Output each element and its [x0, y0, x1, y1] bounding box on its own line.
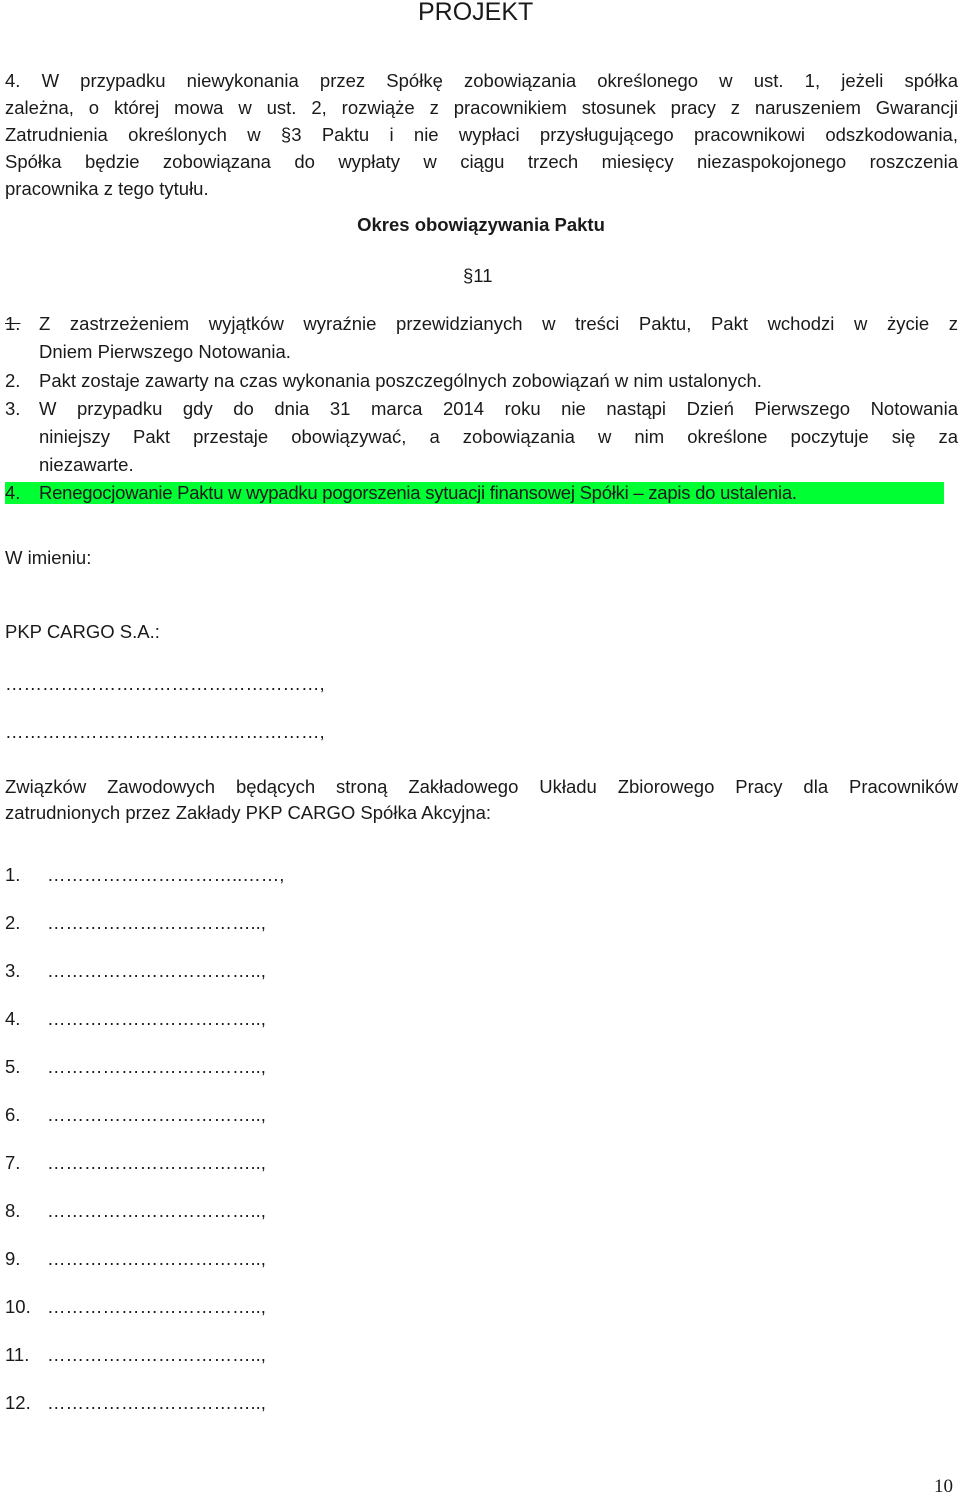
- company-signature-line-2: ……………………………………………,: [5, 721, 325, 742]
- section-heading: Okres obowiązywania Paktu: [357, 214, 605, 235]
- union-entry-5-number: 5.: [5, 1056, 21, 1077]
- union-entry-8-line: ……………………………..,: [47, 1200, 266, 1221]
- unions-line-1: Związków Zawodowych będących stroną Zakładowego Układu Zbiorowego Pracy dla Pracowników: [5, 776, 958, 797]
- union-entry-4-line: ……………………………..,: [47, 1008, 266, 1029]
- union-entry-4-number: 4.: [5, 1008, 21, 1029]
- union-entry-6-line: ……………………………..,: [47, 1104, 266, 1125]
- union-entry-2-number: 2.: [5, 912, 21, 933]
- union-entry-3-line: ……………………………..,: [47, 960, 266, 981]
- item-1-line-2: Dniem Pierwszego Notowania.: [39, 341, 291, 362]
- union-entry-10-number: 10.: [5, 1296, 31, 1317]
- union-entry-10-line: ……………………………..,: [47, 1296, 266, 1317]
- paragraph-sign: §11: [463, 265, 493, 286]
- paragraph-4-line-4: Spółka będzie zobowiązana do wypłaty w ciągu trzech miesięcy niezaspokojonego roszczenia: [5, 151, 958, 172]
- union-entry-9-number: 9.: [5, 1248, 21, 1269]
- item-1-line-1: Z zastrzeżeniem wyjątków wyraźnie przewidzianych w treści Paktu, Pakt wchodzi w życie z: [39, 313, 958, 334]
- paragraph-4-line-3: Zatrudnienia określonych w §3 Paktu i nie wypłaci przysługującego pracownikowi odszkodowania,: [5, 124, 958, 145]
- union-entry-1-number: 1.: [5, 864, 21, 885]
- union-entry-7-line: ……………………………..,: [47, 1152, 266, 1173]
- project-header: PROJEKT: [418, 0, 534, 26]
- union-entry-12-line: ……………………………..,: [47, 1392, 266, 1413]
- paragraph-4-line-1: 4. W przypadku niewykonania przez Spółkę zobowiązania określonego w ust. 1, jeżeli spółka: [5, 70, 958, 91]
- union-entry-12-number: 12.: [5, 1392, 31, 1413]
- item-3-line-1: W przypadku gdy do dnia 31 marca 2014 roku nie nastąpi Dzień Pierwszego Notowania: [39, 398, 958, 419]
- union-entry-6-number: 6.: [5, 1104, 21, 1125]
- item-3-number: 3.: [5, 398, 21, 419]
- paragraph-4-line-5: pracownika z tego tytułu.: [5, 178, 209, 199]
- unions-line-2: zatrudnionych przez Zakłady PKP CARGO Spółka Akcyjna:: [5, 802, 492, 823]
- union-entry-11-line: ……………………………..,: [47, 1344, 266, 1365]
- union-entry-9-line: ……………………………..,: [47, 1248, 266, 1269]
- union-entry-3-number: 3.: [5, 960, 21, 981]
- company-signature-line-1: ……………………………………………,: [5, 673, 325, 694]
- company-name: PKP CARGO S.A.:: [5, 621, 160, 642]
- item-1-number: 1.: [5, 313, 21, 334]
- on-behalf-label: W imieniu:: [5, 547, 92, 568]
- paragraph-4-line-2: zależna, o której mowa w ust. 2, rozwiąże z pracownikiem stosunek pracy z naruszeniem Gwarancji: [5, 97, 958, 118]
- union-entry-2-line: ……………………………..,: [47, 912, 266, 933]
- union-entry-8-number: 8.: [5, 1200, 21, 1221]
- page-number: 10: [934, 1476, 953, 1497]
- item-4-number: 4.: [5, 482, 39, 504]
- item-3-line-2: niniejszy Pakt przestaje obowiązywać, a zobowiązania w nim określone poczytuje się za: [39, 426, 958, 447]
- union-entry-7-number: 7.: [5, 1152, 21, 1173]
- item-2-line-1: Pakt zostaje zawarty na czas wykonania poszczególnych zobowiązań w nim ustalonych.: [39, 370, 762, 391]
- item-2-number: 2.: [5, 370, 21, 391]
- union-entry-1-line: …………………………..……,: [47, 864, 285, 885]
- item-4-line-1: Renegocjowanie Paktu w wypadku pogorszenia sytuacji finansowej Spółki – zapis do ustalenia.: [39, 482, 944, 504]
- union-entry-11-number: 11.: [5, 1344, 30, 1365]
- item-3-line-3: niezawarte.: [39, 454, 134, 475]
- union-entry-5-line: ……………………………..,: [47, 1056, 266, 1077]
